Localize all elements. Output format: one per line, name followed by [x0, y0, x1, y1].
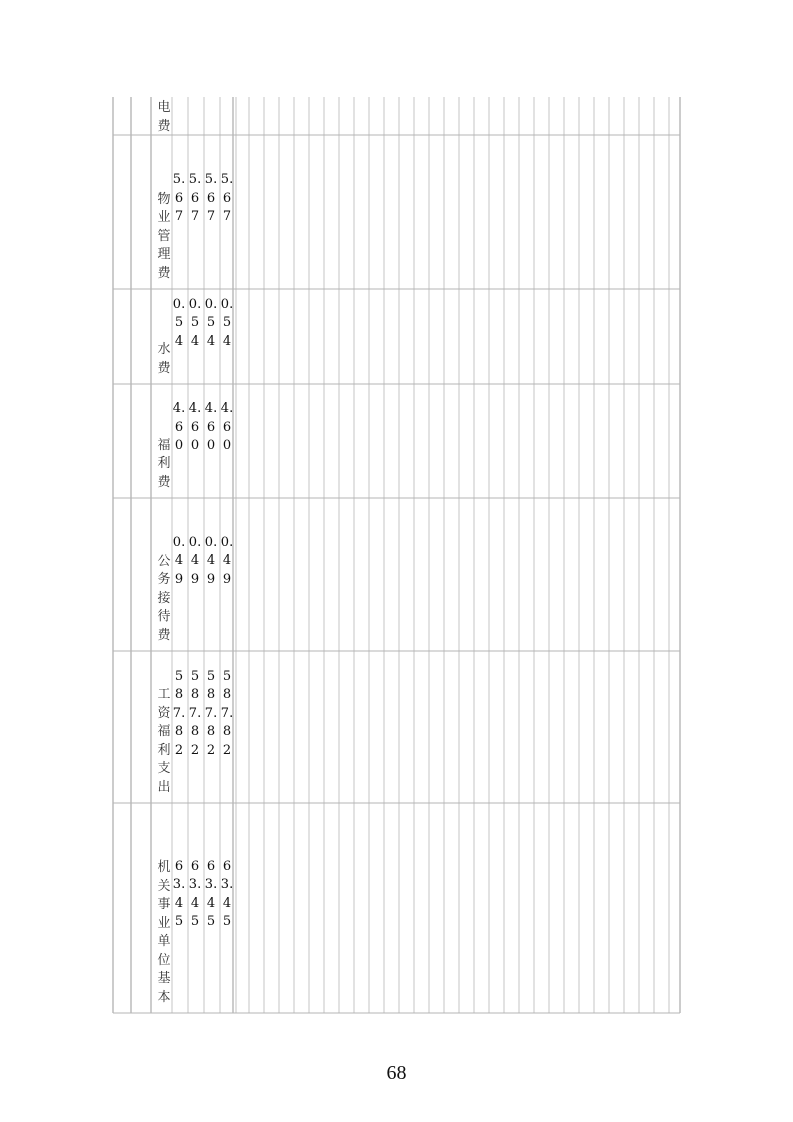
value-cell: 4.60 — [188, 401, 202, 453]
value-cell: 0.49 — [204, 534, 218, 587]
value-cell: 63.45 — [220, 858, 234, 930]
value-cell: 0.54 — [204, 296, 218, 349]
value-cell: 0.49 — [188, 534, 202, 587]
page-number: 68 — [386, 1062, 407, 1084]
row-label: 福利费 — [157, 437, 171, 490]
value-cell: 5.67 — [220, 172, 234, 224]
row-label: 公务接待费 — [157, 553, 171, 643]
value-cell: 4.60 — [172, 401, 186, 453]
value-cell: 63.45 — [188, 858, 202, 930]
value-cell: 0.54 — [188, 296, 202, 349]
value-cell: 4.60 — [220, 401, 234, 453]
value-cell: 587.82 — [220, 668, 234, 758]
row-label: 机关事业单位基本 — [157, 860, 171, 1005]
value-cell: 587.82 — [172, 668, 186, 758]
value-cell: 0.49 — [172, 534, 186, 587]
value-cell: 5.67 — [188, 172, 202, 224]
value-cell: 63.45 — [204, 858, 218, 930]
row-label: 工资福利支出 — [157, 687, 171, 795]
row-label: 水费 — [157, 342, 171, 376]
row-label: 物业管理费 — [157, 191, 171, 281]
value-cell: 587.82 — [204, 668, 218, 758]
value-cell: 0.54 — [220, 296, 234, 349]
value-cell: 5.67 — [172, 172, 186, 224]
value-cell: 0.54 — [172, 296, 186, 349]
value-cell: 0.49 — [220, 534, 234, 587]
row-label: 电费 — [157, 100, 171, 133]
value-cell: 4.60 — [204, 401, 218, 453]
value-cell: 5.67 — [204, 172, 218, 224]
value-cell: 587.82 — [188, 668, 202, 758]
value-cell: 63.45 — [172, 858, 186, 930]
